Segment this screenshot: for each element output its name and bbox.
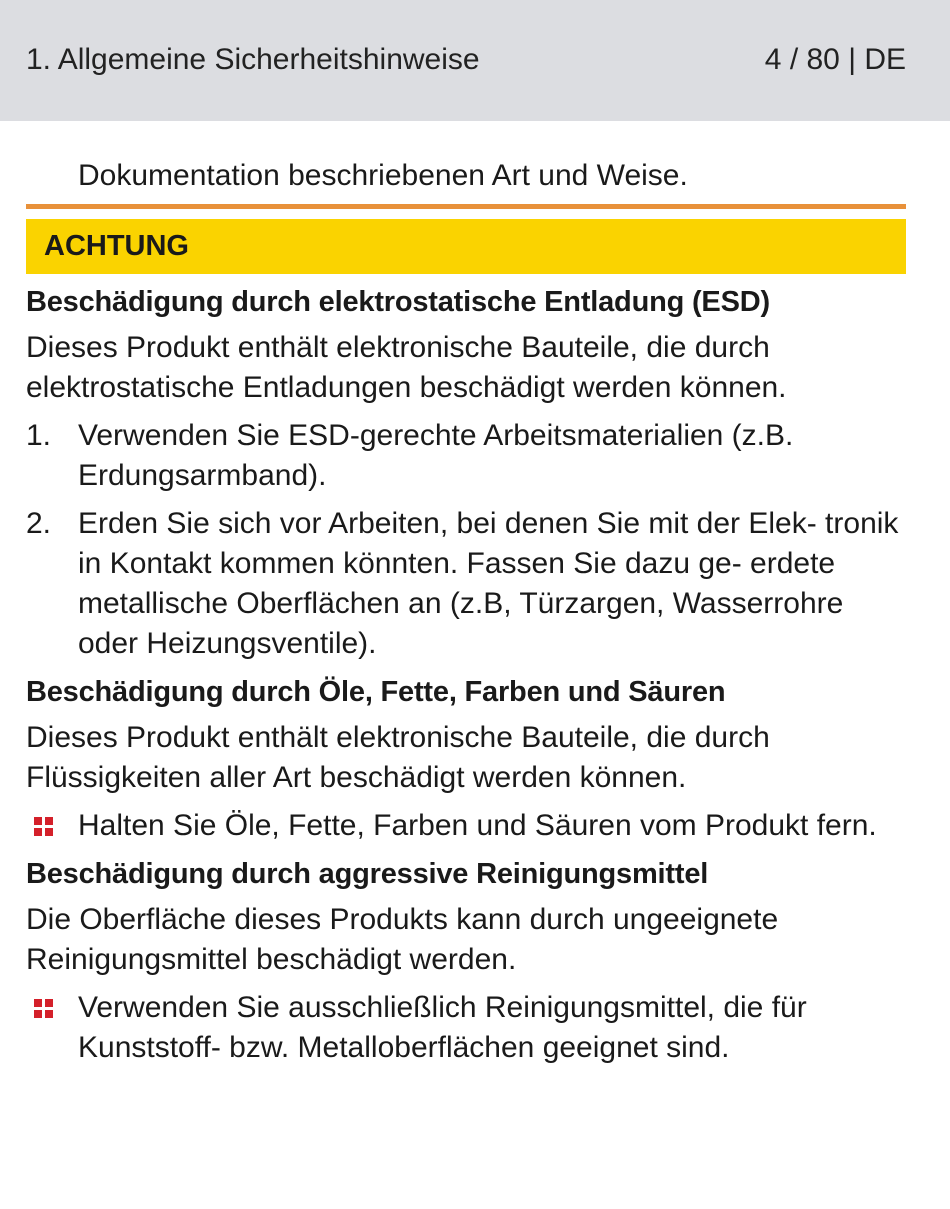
- step-text: Verwenden Sie ESD-gerechte Arbeitsmaterialien (z.B. Erdungsarmband).: [78, 419, 794, 492]
- page-indicator: 4 / 80 | DE: [764, 43, 906, 76]
- page-header: [0, 0, 950, 121]
- chapter-title: 1. Allgemeine Sicherheitshinweise: [26, 43, 480, 76]
- bullet-text: Verwenden Sie ausschließlich Reinigungsmittel, die für Kunststoff- bzw. Metalloberflächen geeignet sind.: [78, 991, 807, 1064]
- warning-divider: [26, 204, 906, 209]
- oils-description: Dieses Produkt enthält elektronische Bauteile, die durch Flüssigkeiten aller Art beschädigt werden können.: [26, 721, 770, 794]
- bullet-text: Halten Sie Öle, Fette, Farben und Säuren vom Produkt fern.: [78, 809, 877, 842]
- intro-continuation-text: Dokumentation beschriebenen Art und Weise.: [78, 159, 688, 192]
- step-text: Erden Sie sich vor Arbeiten, bei denen Sie mit der Elek- tronik in Kontakt kommen könnten. Fassen Sie dazu ge- erdete metallische Oberflächen an (z.B, Türzargen, Wasserrohre oder Heizungsventile).: [78, 507, 899, 660]
- oils-bullet-item: [26, 806, 906, 846]
- cleaning-bullet-item: [26, 988, 906, 1068]
- warning-label: ACHTUNG: [44, 230, 189, 262]
- step-number: 1.: [26, 419, 52, 452]
- esd-description: Dieses Produkt enthält elektronische Bauteile, die durch elektrostatische Entladungen beschädigt werden können.: [26, 331, 787, 404]
- step-number: 2.: [26, 507, 52, 540]
- red-four-square-bullet-icon: [34, 999, 54, 1019]
- esd-step-2: [26, 504, 906, 664]
- esd-step-1: [26, 416, 906, 496]
- cleaning-description: Die Oberfläche dieses Produkts kann durch ungeeignete Reinigungsmittel beschädigt werden.: [26, 903, 779, 976]
- oils-heading: Beschädigung durch Öle, Fette, Farben und Säuren: [26, 676, 726, 708]
- cleaning-heading: Beschädigung durch aggressive Reinigungsmittel: [26, 858, 709, 890]
- esd-heading: Beschädigung durch elektrostatische Entladung (ESD): [26, 286, 770, 318]
- warning-content: [26, 282, 906, 1068]
- red-four-square-bullet-icon: [34, 817, 54, 837]
- warning-banner: [26, 219, 906, 274]
